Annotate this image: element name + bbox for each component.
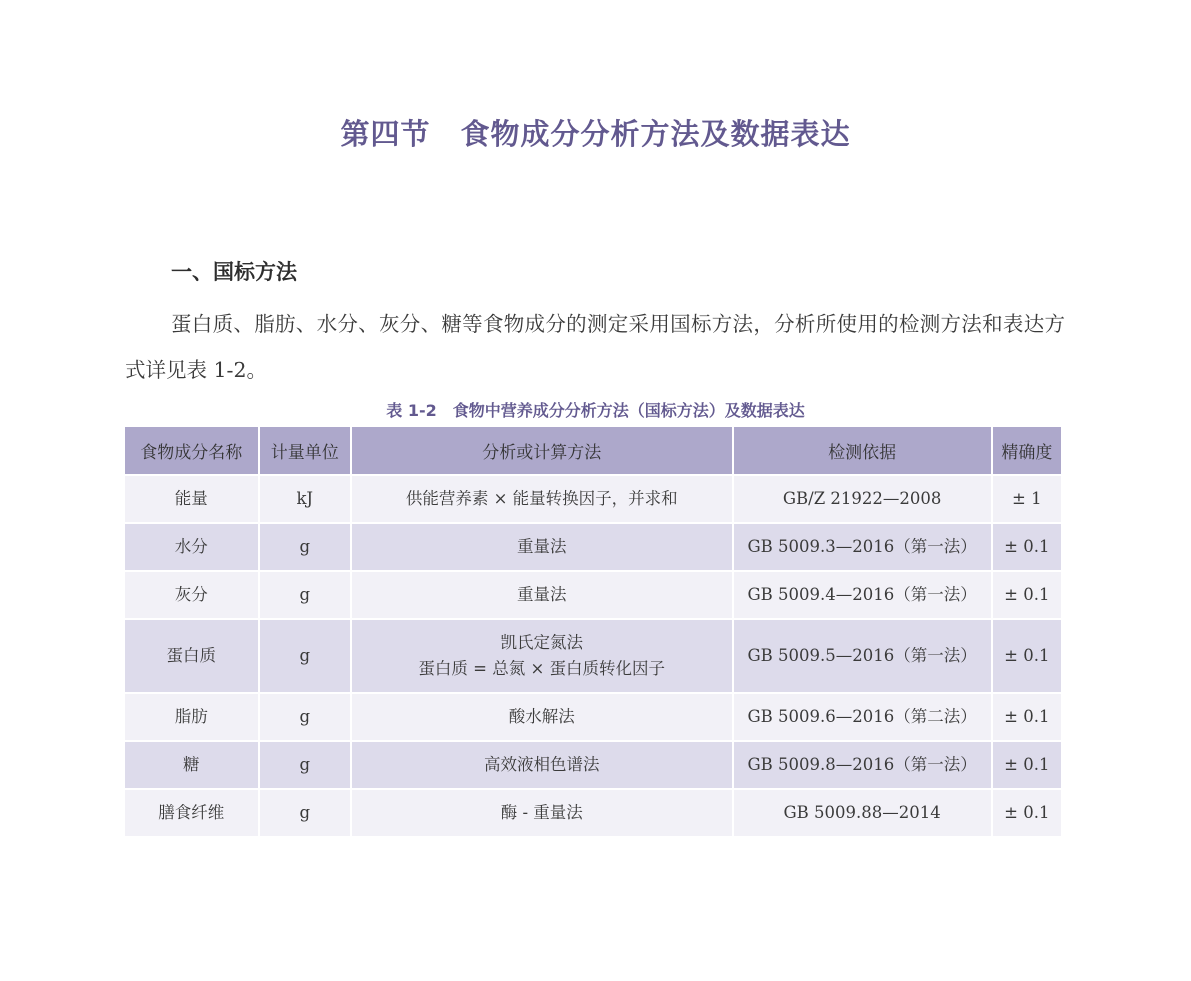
cell-name: 蛋白质 [125, 620, 258, 692]
cell-unit: g [260, 572, 350, 618]
table-row [125, 476, 1061, 522]
cell-method [352, 620, 732, 692]
cell-unit: g [260, 620, 350, 692]
cell-basis: GB 5009.5—2016（第一法） [734, 620, 991, 692]
table-row [125, 620, 1061, 692]
cell-basis: GB 5009.4—2016（第一法） [734, 572, 991, 618]
table-caption: 表 1-2 食物中营养成分分析方法（国标方法）及数据表达 [386, 401, 805, 420]
cell-accuracy: ± 0.1 [993, 620, 1061, 692]
cell-unit: kJ [260, 476, 350, 522]
header-food-component: 食物成分名称 [125, 427, 258, 474]
cell-method: 供能营养素 × 能量转换因子，并求和 [352, 476, 732, 522]
section-heading: 一、国标方法 [171, 260, 297, 284]
cell-basis: GB/Z 21922—2008 [734, 476, 991, 522]
cell-accuracy: ± 0.1 [993, 694, 1061, 740]
cell-method: 重量法 [352, 524, 732, 570]
cell-accuracy: ± 1 [993, 476, 1061, 522]
cell-name: 水分 [125, 524, 258, 570]
header-unit: 计量单位 [260, 427, 350, 474]
page-title: 第四节 食物成分分析方法及数据表达 [340, 117, 851, 151]
cell-unit: g [260, 790, 350, 836]
table-header-row [125, 427, 1061, 474]
header-method: 分析或计算方法 [352, 427, 732, 474]
cell-basis: GB 5009.88—2014 [734, 790, 991, 836]
cell-accuracy: ± 0.1 [993, 524, 1061, 570]
cell-basis: GB 5009.3—2016（第一法） [734, 524, 991, 570]
cell-basis: GB 5009.6—2016（第二法） [734, 694, 991, 740]
cell-name: 糖 [125, 742, 258, 788]
cell-name: 灰分 [125, 572, 258, 618]
cell-accuracy: ± 0.1 [993, 790, 1061, 836]
cell-accuracy: ± 0.1 [993, 742, 1061, 788]
cell-unit: g [260, 742, 350, 788]
table-row [125, 524, 1061, 570]
cell-method: 重量法 [352, 572, 732, 618]
cell-method-line: 凯氏定氮法 [500, 633, 583, 652]
nutrient-methods-table [123, 425, 1063, 838]
cell-name: 能量 [125, 476, 258, 522]
table-row [125, 790, 1061, 836]
cell-unit: g [260, 694, 350, 740]
table-row [125, 572, 1061, 618]
cell-unit: g [260, 524, 350, 570]
table-row [125, 694, 1061, 740]
cell-basis: GB 5009.8—2016（第一法） [734, 742, 991, 788]
cell-method-line: 蛋白质 = 总氮 × 蛋白质转化因子 [418, 659, 666, 678]
intro-paragraph: 蛋白质、脂肪、水分、灰分、糖等食物成分的测定采用国标方法，分析所使用的检测方法和表达方式详见表 1-2。 [125, 312, 1065, 382]
table-row [125, 742, 1061, 788]
cell-method: 酶 - 重量法 [352, 790, 732, 836]
header-accuracy: 精确度 [993, 427, 1061, 474]
cell-method: 高效液相色谱法 [352, 742, 732, 788]
cell-accuracy: ± 0.1 [993, 572, 1061, 618]
cell-name: 膳食纤维 [125, 790, 258, 836]
cell-method: 酸水解法 [352, 694, 732, 740]
cell-name: 脂肪 [125, 694, 258, 740]
header-basis: 检测依据 [734, 427, 991, 474]
